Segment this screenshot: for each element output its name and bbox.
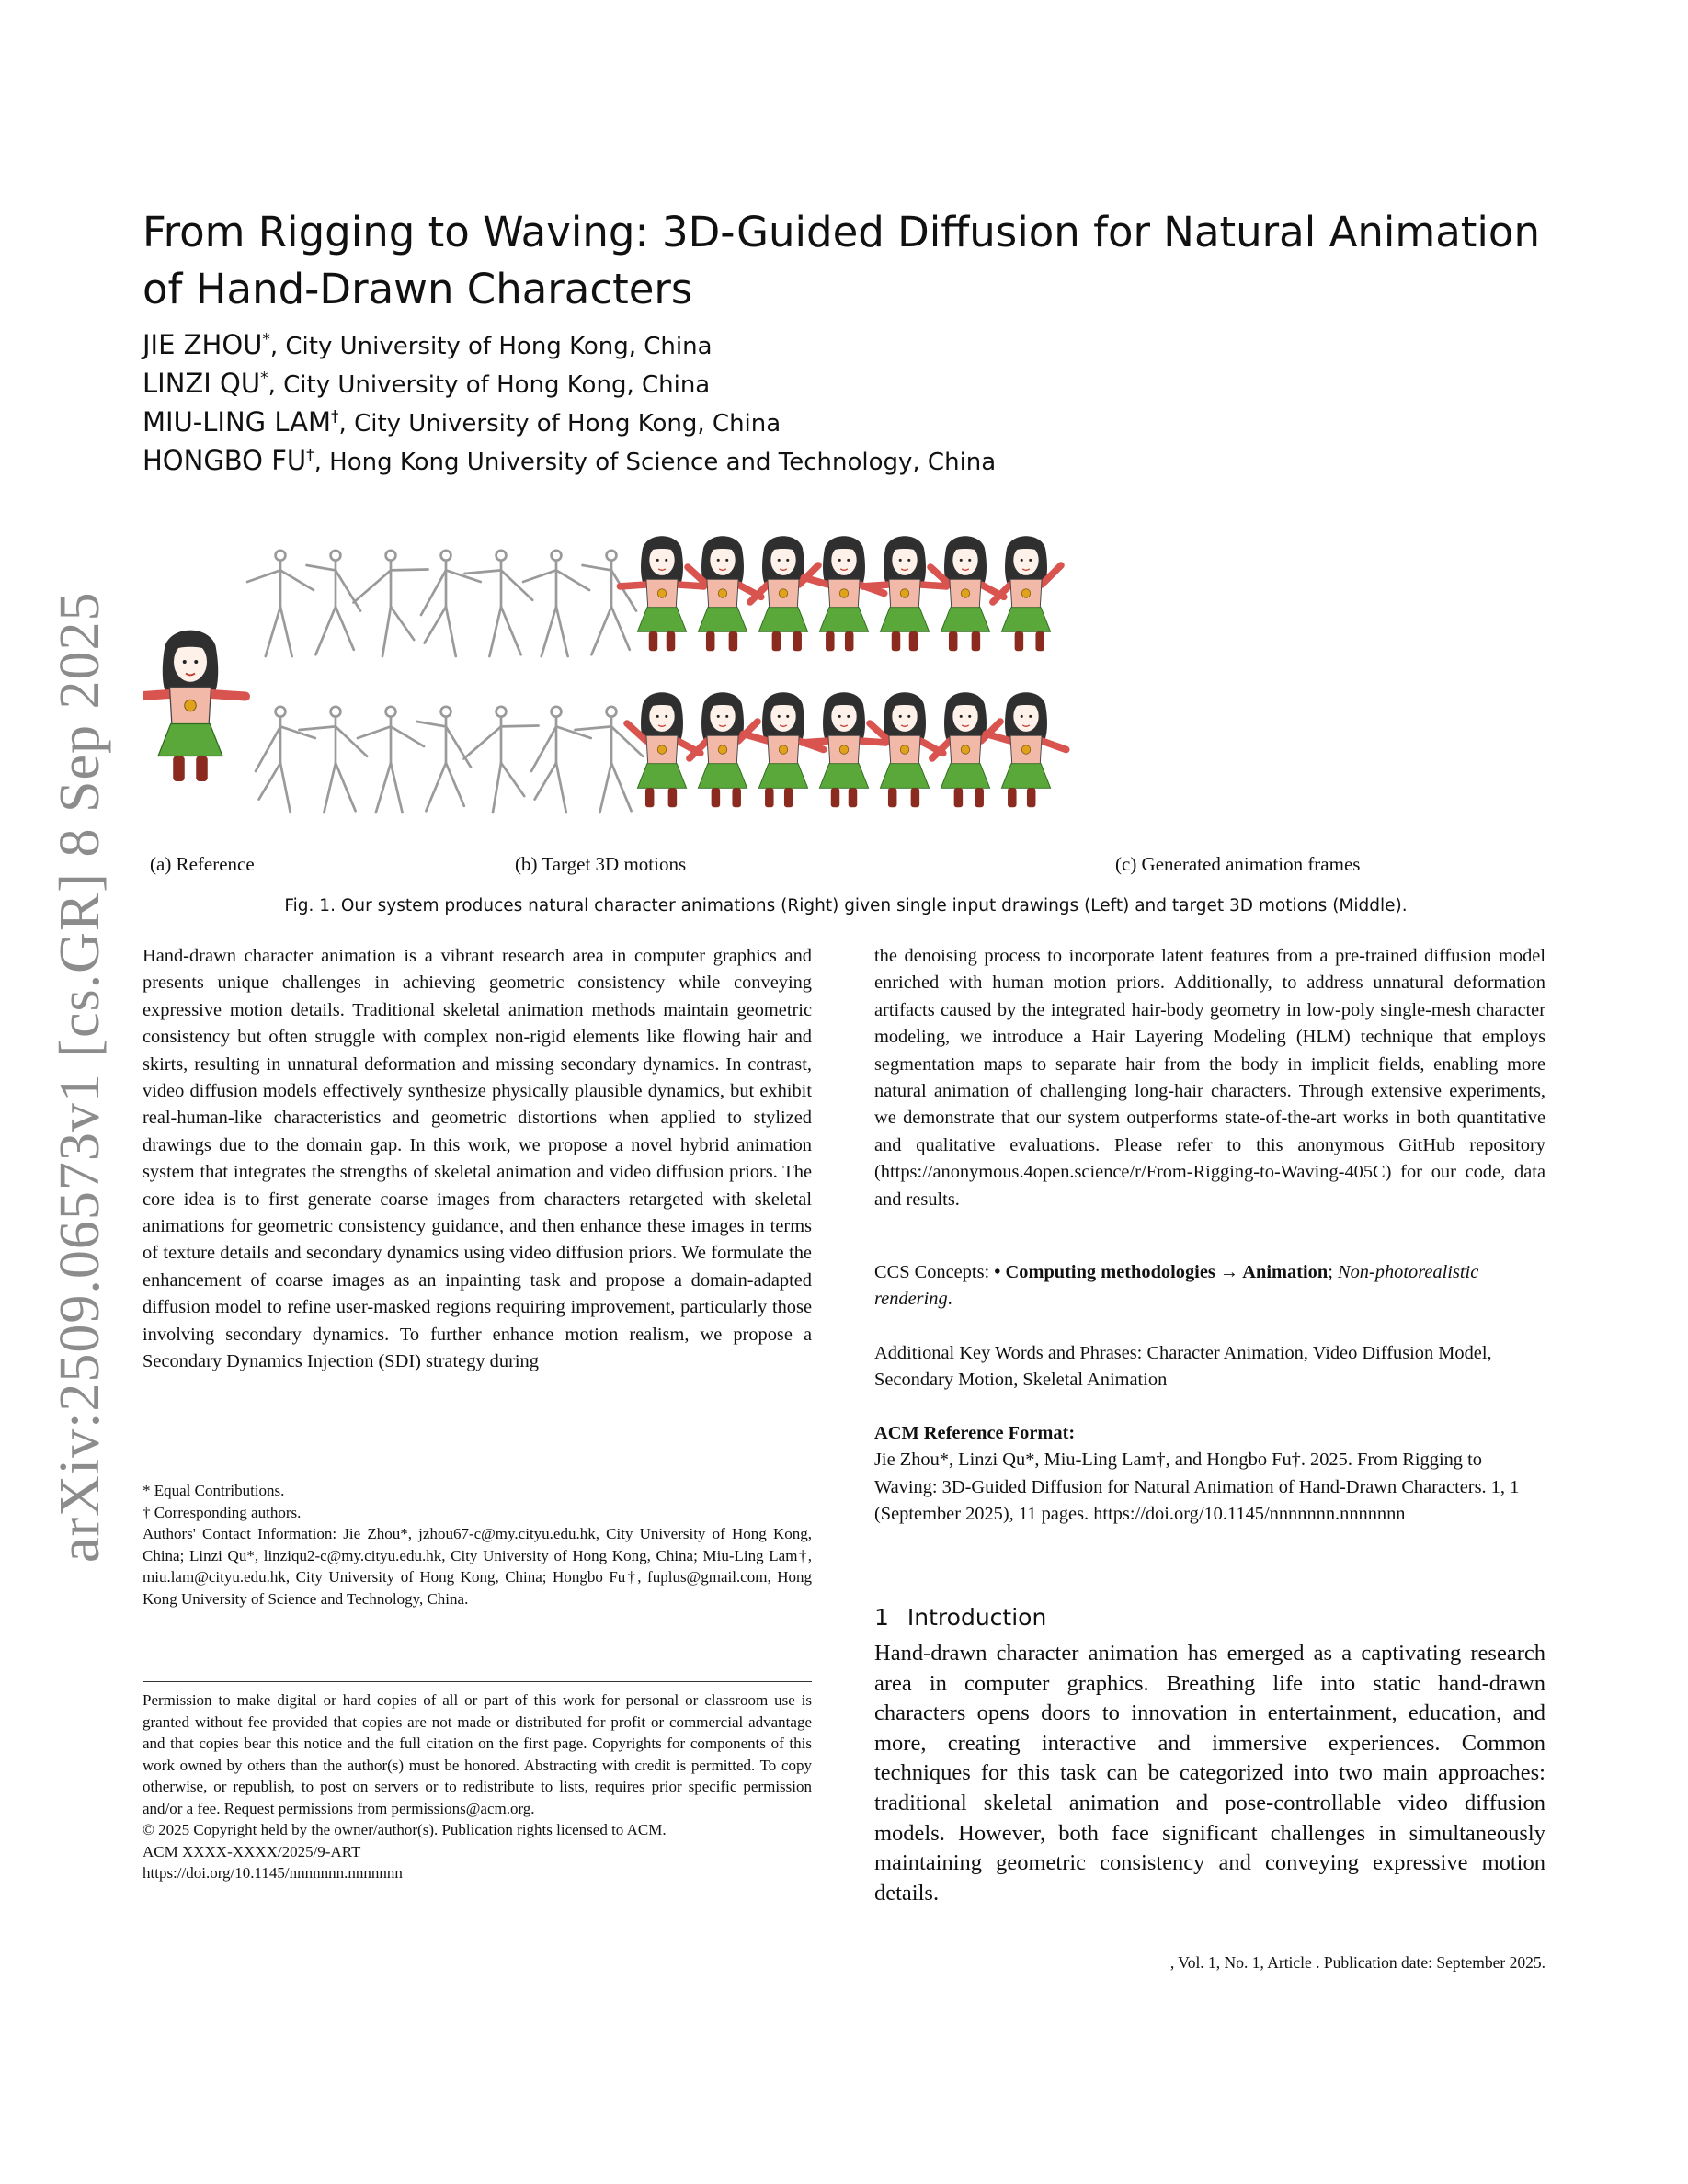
ccs-main-concept: Computing methodologies → Animation [1005, 1262, 1329, 1282]
introduction-text: Hand-drawn character animation has emerged as a captivating research area in computer graphics. Breathing life into static hand-drawn characters opens doors to innovation in entertainment, education, and more, creating interactive and immersive experiences. Common techniques for this task can be categorized into two main approaches: traditional skeletal animation and pose-controllable video diffusion models. However, both face significant challenges in simultaneously maintaining geometric consistency and conveying expressive motion details. [874, 1641, 1545, 1905]
ccs-concepts [874, 1259, 1545, 1314]
footnote-equal-contribution: * Equal Contributions. [143, 1482, 285, 1499]
generated-frame [932, 692, 1000, 807]
footnote-corresponding: † Corresponding authors. [143, 1503, 302, 1521]
author-line-3 [143, 406, 781, 438]
skeleton-pose [464, 707, 539, 813]
acm-reference-heading: ACM Reference Format: [874, 1423, 1076, 1443]
footnotes [143, 1480, 812, 1610]
acm-reference-text: Jie Zhou*, Linzi Qu*, Miu-Ling Lam†, and Hongbo Fu†. 2025. From Rigging to Waving: 3D-Guided Diffusion for Natural Animation of Hand-Drawn Characters. 1, 1 (September 2025), 11 pages. https://doi.org/10.1145/nnnnnnn.nnnnnnn [874, 1450, 1520, 1525]
generated-frame [804, 536, 884, 651]
skeleton-pose [421, 551, 481, 656]
copyright-line: © 2025 Copyright held by the owner/author(s). Publication rights licensed to ACM. [143, 1821, 667, 1838]
author-line-2 [143, 368, 710, 399]
permission-block [143, 1689, 812, 1884]
author-affiliation: , City University of Hong Kong, China [269, 333, 713, 360]
teaser-figure [143, 519, 1549, 859]
footnote-contact-info: Authors' Contact Information: Jie Zhou*, jzhou67-c@my.cityu.edu.hk, City University of Hong Kong, China; Linzi Qu*, linziqu2-c@my.cityu.edu.hk, City University of Hong Kong, China; Miu-Ling Lam†, miu.lam@cityu.edu.hk, City University of Hong Kong, China; Hongbo Fu†, fuplus@gmail.com, Hong Kong University of Science and Technology, China. [143, 1525, 812, 1608]
arxiv-identifier: arXiv:2509.06573v1 [cs.GR] 8 Sep 2025 [49, 591, 111, 1563]
generated-frame [870, 692, 943, 807]
generated-frame [743, 692, 823, 807]
figure-caption: Fig. 1. Our system produces natural character animations (Right) given single input drawings (Left) and target 3D motions (Middle). [284, 896, 1408, 916]
skeleton-pose [531, 707, 591, 813]
skeleton-pose [247, 551, 314, 656]
permission-rule [143, 1681, 812, 1682]
author-name: HONGBO FU [143, 445, 307, 476]
section-number: 1 [874, 1604, 889, 1631]
abstract-column-right: the denoising process to incorporate latent features from a pre-trained diffusion model enriched with human motion priors. Additionally, to address unnatural deformation artifacts caused by the integrated hair-body geometry in low-poly single-mesh character modeling, we introduce a Hair Layering Modeling (HLM) technique that employs segmentation maps to separate hair from the body in implicit fields, enabling more natural animation of challenging long-hair characters. Through extensive experiments, we demonstrate that our system outperforms state-of-the-art works in both quantitative and qualitative evaluations. Please refer to this anonymous GitHub repository (https://anonymous.4open.science/r/From-Rigging-to-Waving-405C) for our code, data and results. [874, 946, 1545, 1210]
page-footer: , Vol. 1, No. 1, Article . Publication date: September 2025. [1169, 1953, 1545, 1972]
ccs-separator: ; [1328, 1262, 1338, 1282]
generated-frame [690, 692, 758, 807]
teaser-figure-artwork [143, 519, 1549, 850]
reference-drawing [143, 631, 245, 781]
author-affiliation: , Hong Kong University of Science and Technology, China [314, 449, 997, 476]
generated-frame [688, 536, 761, 651]
generated-frame [620, 536, 703, 651]
author-mark: * [262, 330, 270, 349]
generated-frame [993, 536, 1061, 651]
author-name: MIU-LING LAM [143, 406, 332, 438]
author-name: LINZI QU [143, 368, 261, 399]
skeleton-pose [575, 707, 643, 813]
subcaption-generated-frames: (c) Generated animation frames [1115, 853, 1361, 875]
generated-frame [750, 536, 818, 651]
ccs-bullet: • [994, 1262, 1006, 1282]
permission-text: Permission to make digital or hard copies of all or part of this work for personal or classroom use is granted without fee provided that copies are not made or distributed for profit or commercial advantage and that copies bear this notice and the full citation on the first page. Copyrights for components of this work owned by others than the author(s) must be honored. Abstracting with credit is permitted. To copy otherwise, or republish, to post on servers or to redistribute to lists, requires prior specific permission and/or a fee. Request permissions from permissions@acm.org. [143, 1691, 812, 1817]
skeleton-pose [523, 551, 589, 656]
acm-id: ACM XXXX-XXXX/2025/9-ART [143, 1842, 361, 1860]
paper-title: From Rigging to Waving: 3D-Guided Diffusion for Natural Animation of Hand-Drawn Characters [143, 208, 1540, 313]
keywords: Additional Key Words and Phrases: Character Animation, Video Diffusion Model, Secondary Motion, Skeletal Animation [874, 1343, 1492, 1391]
subcaption-reference: (a) Reference [150, 853, 255, 875]
skeleton-pose [354, 551, 428, 656]
author-mark: * [260, 369, 268, 388]
abstract-column-left: Hand-drawn character animation is a vibrant research area in computer graphics and presents unique challenges in achieving geometric consistency while conveying expressive motion details. Traditional skeletal animation methods maintain geometric consistency but often struggle with complex non-rigid elements like flowing hair and skirts, resulting in unnatural deformation and missing secondary dynamics. In contrast, video diffusion models effectively synthesize physically plausible dynamics, but exhibit real-human-like characteristics and geometric distortions when applied to stylized drawings due to the domain gap. In this work, we propose a novel hybrid animation system that integrates the strengths of skeletal animation and video diffusion priors. The core idea is to first generate coarse images from characters retargeted with skeletal animations for geometric consistency guidance, and then enhance these images in terms of texture details and secondary dynamics using video diffusion priors. We formulate the enhancement of coarse images as an inpainting task and propose a domain-adapted diffusion model to refine user-masked regions requiring improvement, particularly those involving secondary dynamics. To further enhance motion realism, we propose a Secondary Dynamics Injection (SDI) strategy during [143, 946, 812, 1372]
skeleton-pose [299, 707, 367, 813]
doi-link[interactable]: https://doi.org/10.1145/nnnnnnn.nnnnnnn [143, 1864, 403, 1882]
author-line-4 [143, 445, 996, 476]
acm-reference [874, 1420, 1545, 1529]
skeleton-pose [583, 551, 637, 654]
skeleton-pose [464, 551, 532, 656]
author-line-1 [143, 329, 713, 360]
generated-frame [627, 692, 701, 807]
generated-frame [986, 692, 1066, 807]
section-heading [874, 1604, 1046, 1631]
generated-frame [930, 536, 1004, 651]
skeleton-pose [358, 707, 424, 813]
author-affiliation: , City University of Hong Kong, China [338, 410, 781, 438]
ccs-end: . [947, 1289, 952, 1310]
author-mark: † [306, 446, 314, 465]
skeleton-pose [256, 707, 315, 813]
ccs-sub-concept: Non-photorealistic rendering [874, 1262, 1479, 1310]
author-affiliation: , City University of Hong Kong, China [268, 371, 711, 399]
section-title: Introduction [907, 1604, 1047, 1631]
ccs-label: CCS Concepts: [874, 1262, 995, 1282]
author-name: JIE ZHOU [143, 329, 263, 360]
author-mark: † [331, 407, 339, 427]
subcaption-target-motions: (b) Target 3D motions [515, 853, 687, 875]
